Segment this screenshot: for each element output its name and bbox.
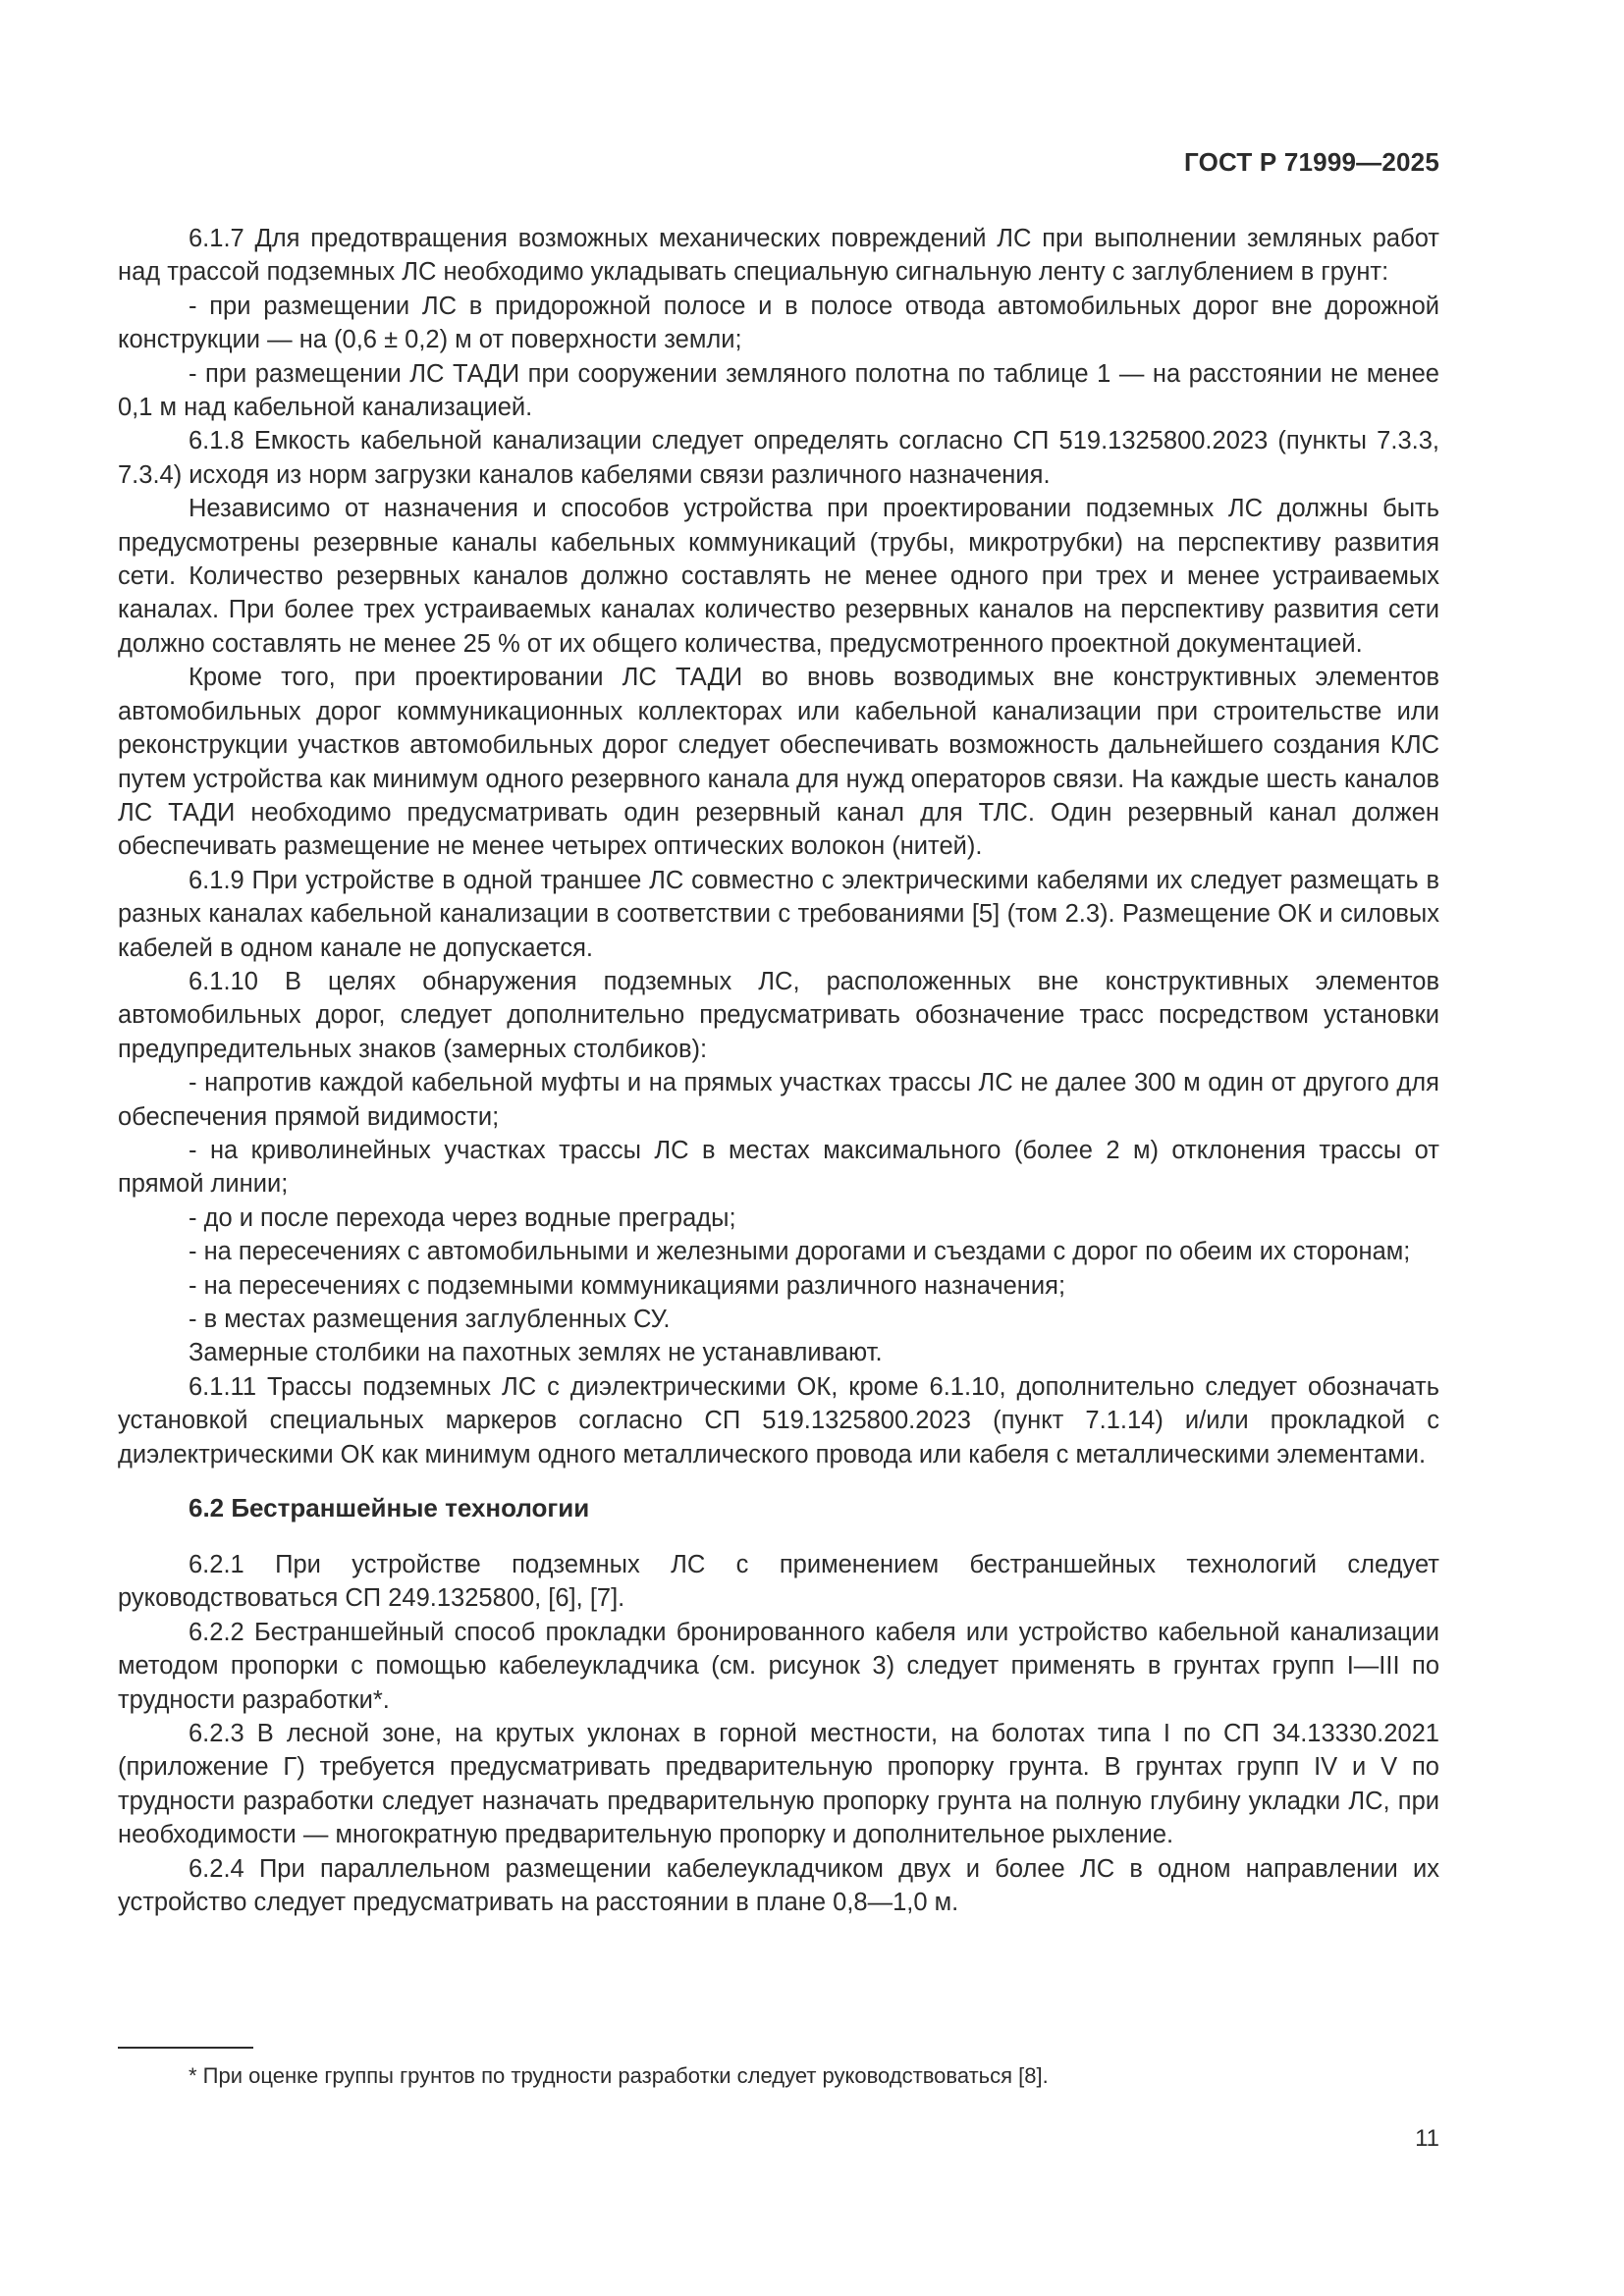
document-body xyxy=(118,222,1439,1920)
list-item: - при размещении ЛС ТАДИ при сооружении земляного полотна по таблице 1 — на расстоянии не менее 0,1 м над кабельной канализацией. xyxy=(118,359,1439,422)
list-item: - при размещении ЛС в придорожной полосе и в полосе отвода автомобильных дорог вне дорожной конструкции — на (0,6 ± 0,2) м от поверхности земли; xyxy=(118,292,1439,354)
paragraph: Кроме того, при проектировании ЛС ТАДИ во вновь возводимых вне конструктивных элементов автомобильных дорог коммуникационных коллекторах или кабельной канализации при строительстве или реконструкции участков автомобильных дорог следует обеспечивать возможность дальнейшего создания КЛС путем устройства как минимум одного резервного канала для нужд операторов связи. На каждые шесть каналов ЛС ТАДИ необходимо предусматривать один резервный канал для ТЛС. Один резервный канал должен обеспечивать размещение не менее четырех оптических волокон (нитей). xyxy=(118,664,1439,861)
list-item: - в местах размещения заглубленных СУ. xyxy=(189,1306,671,1333)
paragraph-6-1-11: 6.1.11 Трассы подземных ЛС с диэлектрическими ОК, кроме 6.1.10, дополнительно следует обозначать установкой специальных маркеров согласно СП 519.1325800.2023 (пункт 7.1.14) и/или прокладкой с диэлектрическими ОК как минимум одного металлического провода или кабеля с металлическими элементами. xyxy=(118,1372,1439,1468)
paragraph-6-1-10: 6.1.10 В целях обнаружения подземных ЛС, расположенных вне конструктивных элементов автомобильных дорог, следует дополнительно предусматривать обозначение трасс посредством установки предупредительных знаков (замерных столбиков): xyxy=(118,967,1439,1063)
section-heading: 6.2 Бестраншейные технологии xyxy=(189,1493,590,1523)
document-code-header: ГОСТ Р 71999—2025 xyxy=(1184,147,1439,177)
footnote-divider xyxy=(118,2047,253,2049)
paragraph-6-2-3: 6.2.3 В лесной зоне, на крутых уклонах в горной местности, на болотах типа I по СП 34.13330.2021 (приложение Г) требуется предусматривать предварительную пропорку грунта. В грунтах групп IV и V по трудности разработки следует назначать предварительную пропорку грунта на полную глубину укладки ЛС, при необходимости — многократную предварительную пропорку и дополнительное рыхление. xyxy=(118,1720,1439,1849)
list-item: - на криволинейных участках трассы ЛС в местах максимального (более 2 м) отклонения трассы от прямой линии; xyxy=(118,1136,1439,1199)
paragraph-6-1-7: 6.1.7 Для предотвращения возможных механических повреждений ЛС при выполнении земляных работ над трассой подземных ЛС необходимо укладывать специальную сигнальную ленту с заглублением в грунт: xyxy=(118,225,1439,287)
paragraph: Независимо от назначения и способов устройства при проектировании подземных ЛС должны быть предусмотрены резервные каналы кабельных коммуникаций (трубы, микротрубки) на перспективу развития сети. Количество резервных каналов должно составлять не менее одного при трех и менее устраиваемых каналах. При более трех устраиваемых каналах количество резервных каналов на перспективу развития сети должно составлять не менее 25 % от их общего количества, предусмотренного проектной документацией. xyxy=(118,495,1439,658)
list-item: - на пересечениях с автомобильными и железными дорогами и съездами с дорог по обеим их сторонам; xyxy=(189,1238,1411,1266)
paragraph-6-1-9: 6.1.9 При устройстве в одной траншее ЛС совместно с электрическими кабелями их следует размещать в разных каналах кабельной канализации в соответствии с требованиями [5] (том 2.3). Размещение ОК и силовых кабелей в одном канале не допускается. xyxy=(118,866,1439,962)
paragraph-6-2-2: 6.2.2 Бестраншейный способ прокладки бронированного кабеля или устройство кабельной канализации методом пропорки с помощью кабелеукладчика (см. рисунок 3) следует применять в грунтах групп I—III по трудности разработки*. xyxy=(118,1618,1439,1714)
paragraph: Замерные столбики на пахотных землях не устанавливают. xyxy=(189,1339,883,1367)
paragraph-6-2-1: 6.2.1 При устройстве подземных ЛС с применением бестраншейных технологий следует руководствоваться СП 249.1325800, [6], [7]. xyxy=(118,1551,1439,1613)
footnote: * При оценке группы грунтов по трудности разработки следует руководствоваться [8]. xyxy=(189,2063,1049,2088)
list-item: - напротив каждой кабельной муфты и на прямых участках трассы ЛС не далее 300 м один от другого для обеспечения прямой видимости; xyxy=(118,1069,1439,1131)
page-number: 11 xyxy=(1415,2125,1439,2152)
paragraph-6-1-8: 6.1.8 Емкость кабельной канализации следует определять согласно СП 519.1325800.2023 (пункты 7.3.3, 7.3.4) исходя из норм загрузки каналов кабелями связи различного назначения. xyxy=(118,427,1439,489)
list-item: - на пересечениях с подземными коммуникациями различного назначения; xyxy=(189,1271,1066,1300)
paragraph-6-2-4: 6.2.4 При параллельном размещении кабелеукладчиком двух и более ЛС в одном направлении их устройство следует предусматривать на расстоянии в плане 0,8—1,0 м. xyxy=(118,1854,1439,1917)
list-item: - до и после перехода через водные преграды; xyxy=(189,1203,736,1232)
